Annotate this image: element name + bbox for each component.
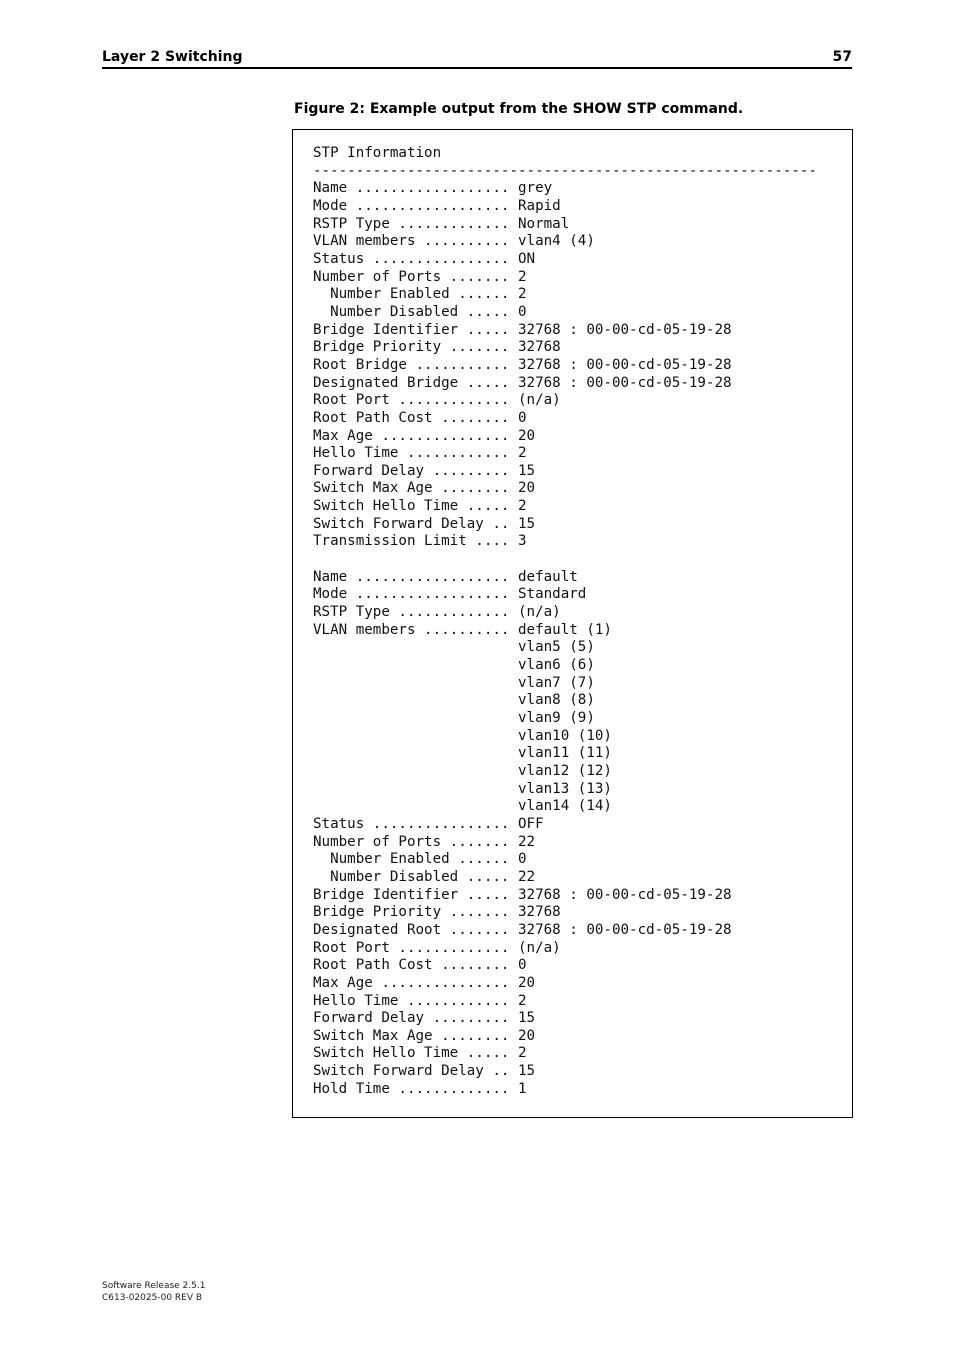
console-output bbox=[313, 145, 817, 1098]
console-line: VLAN members .......... vlan4 (4) bbox=[313, 233, 595, 250]
software-release: Software Release 2.5.1 bbox=[102, 1281, 206, 1291]
document-id: C613-02025-00 REV B bbox=[102, 1293, 203, 1303]
console-line: vlan7 (7) bbox=[313, 674, 595, 691]
console-line: vlan5 (5) bbox=[313, 639, 595, 656]
console-line: STP Information bbox=[313, 145, 442, 161]
console-line: Bridge Priority ....... 32768 bbox=[313, 339, 561, 356]
console-line: Switch Forward Delay .. 15 bbox=[313, 1063, 536, 1080]
console-line: Status ................ ON bbox=[313, 250, 536, 267]
console-line: Root Port ............. (n/a) bbox=[313, 939, 561, 956]
console-line: Status ................ OFF bbox=[313, 815, 544, 832]
console-line: Switch Max Age ........ 20 bbox=[313, 1027, 536, 1044]
console-line: Bridge Identifier ..... 32768 : 00-00-cd-05-19-28 bbox=[313, 321, 732, 338]
console-line: Switch Hello Time ..... 2 bbox=[313, 498, 527, 515]
console-line: Number of Ports ....... 2 bbox=[313, 268, 527, 285]
console-line: Mode .................. Rapid bbox=[313, 197, 561, 214]
console-line: vlan13 (13) bbox=[313, 780, 612, 797]
console-line: vlan10 (10) bbox=[313, 727, 612, 744]
console-line: Root Path Cost ........ 0 bbox=[313, 409, 527, 426]
page-footer bbox=[102, 1280, 205, 1304]
console-line: vlan9 (9) bbox=[313, 710, 595, 726]
console-line: vlan11 (11) bbox=[313, 745, 612, 762]
console-line: Number Enabled ...... 0 bbox=[313, 851, 527, 868]
console-line: Root Path Cost ........ 0 bbox=[313, 957, 527, 974]
console-line: Forward Delay ......... 15 bbox=[313, 1010, 536, 1027]
console-line bbox=[313, 551, 817, 569]
console-line: Number Enabled ...... 2 bbox=[313, 286, 527, 303]
console-line: Designated Bridge ..... 32768 : 00-00-cd-05-19-28 bbox=[313, 374, 732, 391]
console-line: vlan8 (8) bbox=[313, 692, 595, 709]
console-line: Mode .................. Standard bbox=[313, 586, 587, 603]
console-line: vlan6 (6) bbox=[313, 657, 595, 674]
console-line: Root Bridge ........... 32768 : 00-00-cd-05-19-28 bbox=[313, 356, 732, 373]
console-line: Designated Root ....... 32768 : 00-00-cd-05-19-28 bbox=[313, 921, 732, 938]
console-line: Number Disabled ..... 0 bbox=[313, 303, 527, 320]
figure-caption: Figure 2: Example output from the SHOW STP command. bbox=[294, 101, 744, 117]
console-line: RSTP Type ............. (n/a) bbox=[313, 604, 561, 621]
console-line: VLAN members .......... default (1) bbox=[313, 621, 612, 638]
console-line: Hello Time ............ 2 bbox=[313, 445, 527, 462]
console-line: Root Port ............. (n/a) bbox=[313, 392, 561, 409]
console-output-box bbox=[292, 129, 853, 1118]
console-line: Max Age ............... 20 bbox=[313, 427, 536, 444]
console-line: Bridge Priority ....... 32768 bbox=[313, 904, 561, 921]
console-line: Number Disabled ..... 22 bbox=[313, 868, 536, 885]
console-line: Hold Time ............. 1 bbox=[313, 1080, 527, 1097]
console-line: vlan14 (14) bbox=[313, 798, 612, 815]
console-line: Switch Hello Time ..... 2 bbox=[313, 1045, 527, 1062]
section-title: Layer 2 Switching bbox=[102, 49, 243, 65]
console-line: Switch Forward Delay .. 15 bbox=[313, 515, 536, 532]
console-line: Switch Max Age ........ 20 bbox=[313, 480, 536, 497]
console-line: vlan12 (12) bbox=[313, 762, 612, 779]
console-line: Transmission Limit .... 3 bbox=[313, 533, 527, 550]
console-line: Max Age ............... 20 bbox=[313, 974, 536, 991]
console-line: RSTP Type ............. Normal bbox=[313, 215, 570, 232]
console-line: Number of Ports ....... 22 bbox=[313, 833, 536, 850]
console-line: Name .................. default bbox=[313, 568, 578, 585]
page-header bbox=[102, 47, 852, 69]
console-line: Bridge Identifier ..... 32768 : 00-00-cd-05-19-28 bbox=[313, 886, 732, 903]
page-number: 57 bbox=[832, 49, 852, 65]
console-line: Forward Delay ......... 15 bbox=[313, 462, 536, 479]
console-line: ----------------------------------------------------------- bbox=[313, 162, 817, 179]
console-line: Name .................. grey bbox=[313, 180, 553, 197]
console-line: Hello Time ............ 2 bbox=[313, 992, 527, 1009]
